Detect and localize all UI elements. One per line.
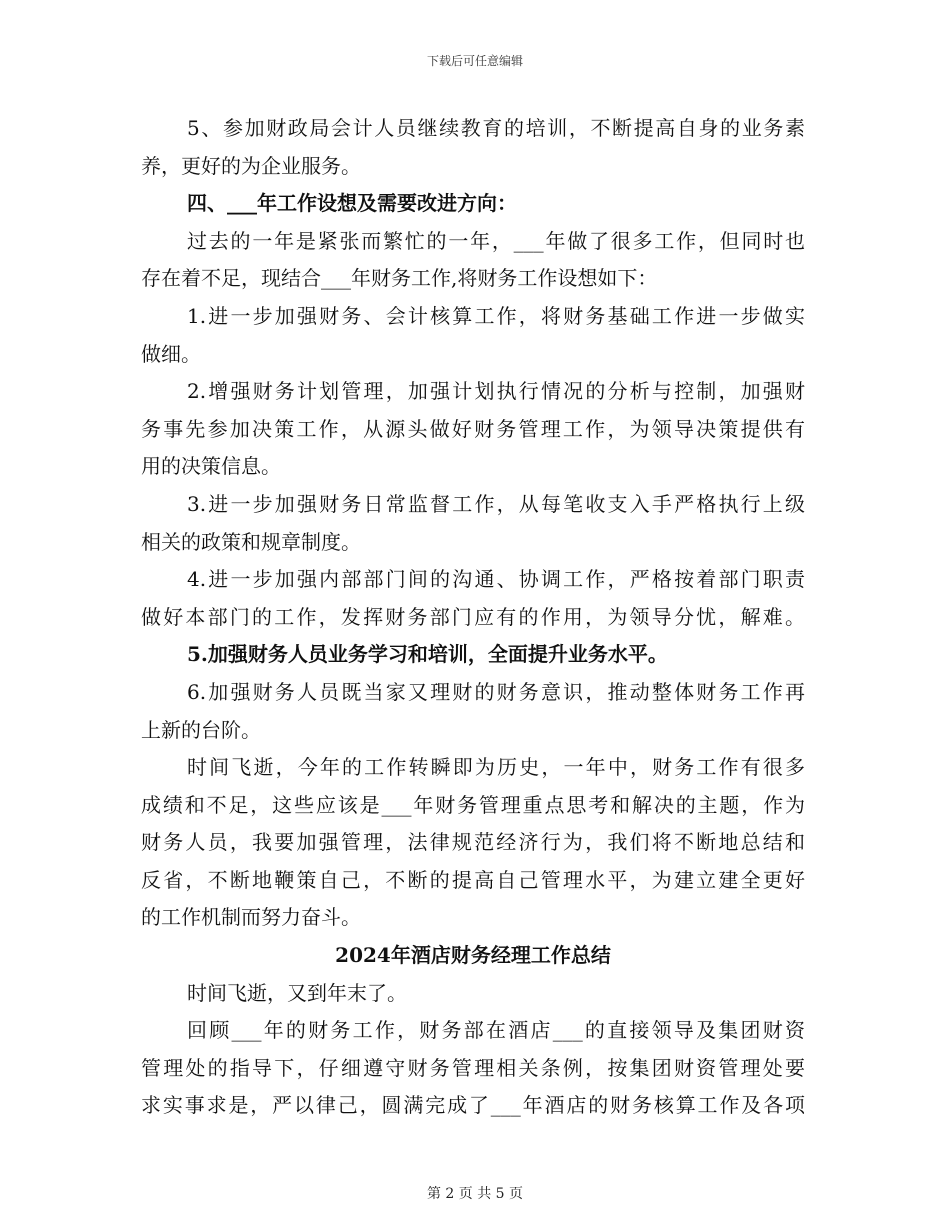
text-line: 时间飞逝，今年的工作转瞬即为历史，一年中，财务工作有很多 (187, 755, 805, 780)
section-title: 2024年酒店财务经理工作总结 (335, 943, 611, 968)
text-line: 过去的一年是紧张而繁忙的一年，___年做了很多工作，但同时也 (187, 228, 805, 253)
text-line: 存在着不足，现结合___年财务工作,将财务工作设想如下： (141, 266, 658, 291)
text-line: 养，更好的为企业服务。 (141, 153, 361, 178)
text-line: 务事先参加决策工作，从源头做好财务管理工作，为领导决策提供有 (141, 416, 805, 441)
heading-line: 5.加强财务人员业务学习和培训，全面提升业务水平。 (187, 642, 668, 667)
heading-line: 四、___年工作设想及需要改进方向： (187, 191, 517, 216)
page-header: 下载后可任意编辑 (426, 54, 523, 68)
text-line: 回顾___年的财务工作，财务部在酒店___的直接领导及集团财资 (187, 1018, 805, 1043)
text-line: 时间飞逝，又到年末了。 (187, 980, 407, 1005)
text-line: 用的决策信息。 (141, 454, 281, 479)
text-line: 求实事求是，严以律己，圆满完成了___年酒店的财务核算工作及各项 (141, 1093, 805, 1118)
text-line: 3.进一步加强财务日常监督工作，从每笔收支入手严格执行上级 (187, 491, 805, 516)
text-line: 上新的台阶。 (141, 717, 261, 742)
text-line: 5、参加财政局会计人员继续教育的培训，不断提高自身的业务素 (187, 116, 805, 140)
document-body (141, 110, 805, 1125)
text-line: 做细。 (141, 341, 201, 366)
page-footer: 第 2 页 共 5 页 (426, 1186, 524, 1202)
text-line: 财务人员，我要加强管理，法律规范经济行为，我们将不断地总结和 (141, 830, 805, 855)
text-line: 成绩和不足，这些应该是___年财务管理重点思考和解决的主题，作为 (141, 792, 805, 817)
text-line: 4.进一步加强内部部门间的沟通、协调工作，严格按着部门职责 (187, 567, 805, 592)
text-line: 1.进一步加强财务、会计核算工作，将财务基础工作进一步做实 (187, 303, 805, 328)
text-line: 的工作机制而努力奋斗。 (141, 905, 361, 930)
text-line: 6.加强财务人员既当家又理财的财务意识，推动整体财务工作再 (187, 679, 805, 704)
text-line: 反省，不断地鞭策自己，不断的提高自己管理水平，为建立建全更好 (141, 867, 805, 892)
text-line: 相关的政策和规章制度。 (141, 529, 361, 554)
text-line: 做好本部门的工作，发挥财务部门应有的作用，为领导分忧，解难。 (141, 604, 805, 629)
text-line: 2.增强财务计划管理，加强计划执行情况的分析与控制，加强财 (187, 379, 805, 404)
text-line: 管理处的指导下，仔细遵守财务管理相关条例，按集团财资管理处要 (141, 1055, 805, 1080)
